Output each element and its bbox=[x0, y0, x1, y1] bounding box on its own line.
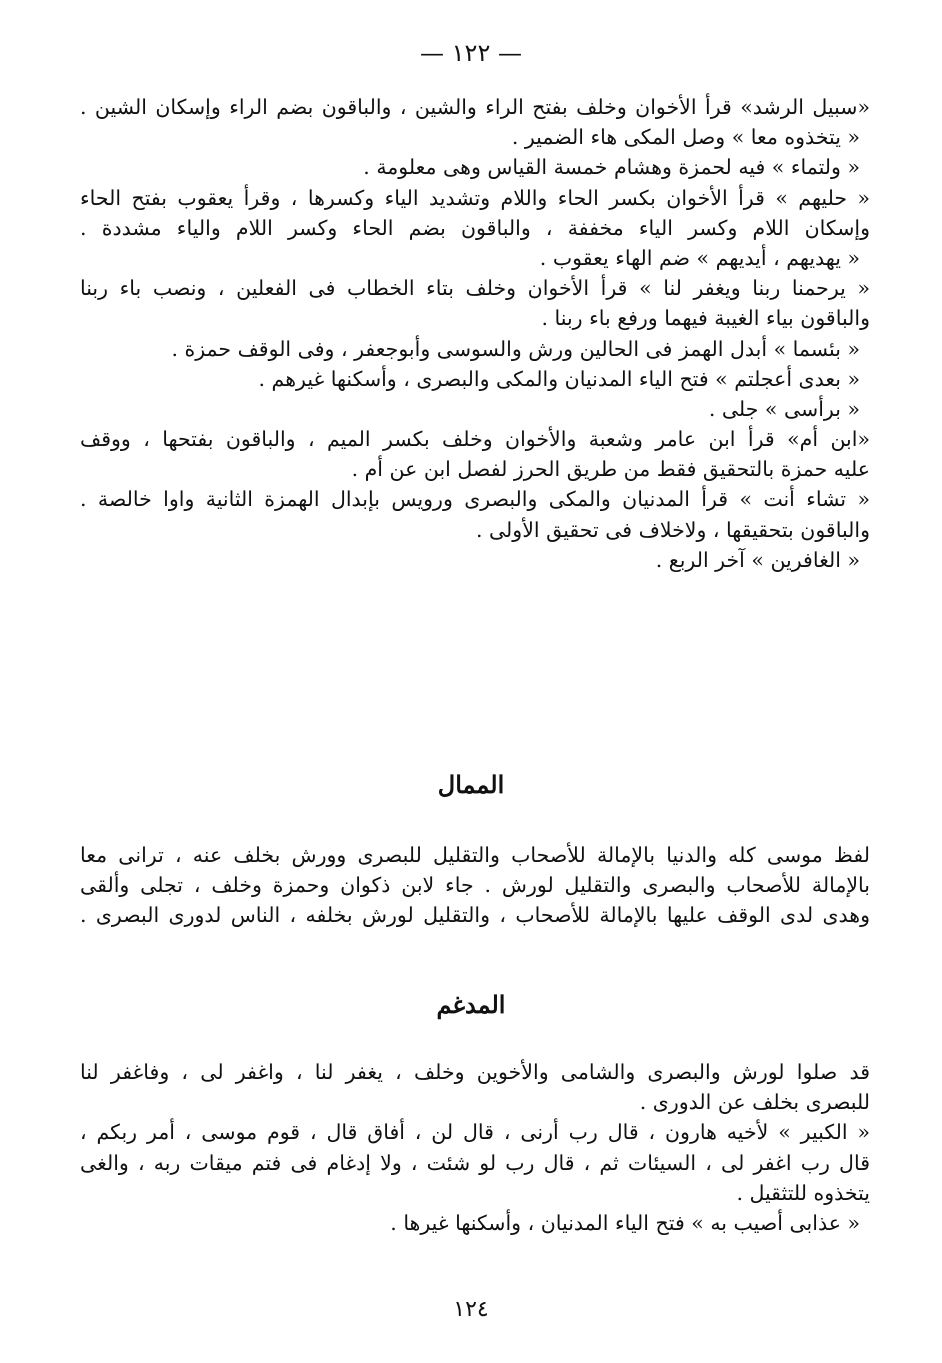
text-line: « بئسما » أبدل الهمز فى الحالين ورش والسوسى وأبوجعفر ، وفى الوقف حمزة . bbox=[171, 336, 860, 361]
text-line: « الغافرين » آخر الربع . bbox=[655, 547, 860, 572]
text-line: والباقون بياء الغيبة فيهما ورفع باء ربنا . bbox=[541, 306, 870, 331]
text-line: وإسكان اللام وكسر الياء مخففة ، والباقون بضم الحاء وكسر اللام والياء مشددة . bbox=[80, 215, 870, 240]
text-line: يتخذوه للتثقيل . bbox=[736, 1180, 870, 1205]
text-line: « الكبير » لأخيه هارون ، قال رب أرنى ، قال لن ، أفاق قال ، قوم موسى ، أمر ربكم ، bbox=[80, 1120, 870, 1145]
text-line: « يهديهم ، أيديهم » ضم الهاء يعقوب . bbox=[539, 245, 860, 270]
text-line: « عذابى أصيب به » فتح الياء المدنيان ، وأسكنها غيرها . bbox=[390, 1210, 860, 1235]
section-mudgham-text bbox=[80, 1057, 870, 1238]
section-mumal-text bbox=[80, 840, 870, 931]
text-line: قال رب اغفر لى ، السيئات ثم ، قال رب لو شئت ، ولا إدغام فى فتم ميقات ربه ، والغى bbox=[80, 1150, 870, 1175]
section-heading-mudgham: المدغم bbox=[436, 990, 506, 1019]
text-line: « يتخذوه معا » وصل المكى هاء الضمير . bbox=[511, 125, 860, 150]
page-header-number: — ١٢٢ — bbox=[420, 39, 522, 67]
text-line: « ولتماء » فيه لحمزة وهشام خمسة القياس وهى معلومة . bbox=[363, 155, 860, 180]
text-line: بالإمالة للأصحاب والبصرى والتقليل لورش . جاء لابن ذكوان وحمزة وخلف ، تجلى وألقى bbox=[80, 873, 870, 898]
text-line: « حليهم » قرأ الأخوان بكسر الحاء واللام وتشديد الياء وكسرها ، وقرأ يعقوب بفتح الحاء bbox=[80, 185, 870, 210]
text-line: «سبيل الرشد» قرأ الأخوان وخلف بفتح الراء والشين ، والباقون بضم الراء وإسكان الشين . bbox=[80, 95, 870, 119]
text-line: عليه حمزة بالتحقيق فقط من طريق الحرز لفصل ابن عن أم . bbox=[351, 457, 870, 482]
section-heading-mumal: الممال bbox=[437, 770, 505, 799]
text-line: للبصرى بخلف عن الدورى . bbox=[639, 1090, 870, 1115]
text-line: وهدى لدى الوقف عليها بالإمالة للأصحاب ، والتقليل لورش بخلفه ، الناس لدورى البصرى . bbox=[80, 903, 870, 928]
text-line: لفظ موسى كله والدنيا بالإمالة للأصحاب والتقليل للبصرى وورش بخلف عنه ، ترانى معا bbox=[80, 843, 870, 867]
text-line: «ابن أم» قرأ ابن عامر وشعبة والأخوان وخلف بكسر الميم ، والباقون بفتحها ، ووقف bbox=[80, 427, 870, 452]
text-line: والباقون بتحقيقها ، ولاخلاف فى تحقيق الأولى . bbox=[475, 517, 870, 542]
text-line: « يرحمنا ربنا ويغفر لنا » قرأ الأخوان وخلف بتاء الخطاب فى الفعلين ، ونصب باء ربنا bbox=[80, 276, 870, 301]
section-main-text bbox=[80, 92, 870, 575]
page-footer-number: ١٢٤ bbox=[453, 1297, 489, 1322]
text-line: قد صلوا لورش والبصرى والشامى والأخوين وخلف ، يغفر لنا ، واغفر لى ، وفاغفر لنا bbox=[80, 1060, 870, 1084]
text-line: « برأسى » جلى . bbox=[708, 396, 860, 421]
text-line: « بعدى أعجلتم » فتح الياء المدنيان والمكى والبصرى ، وأسكنها غيرهم . bbox=[258, 366, 860, 391]
text-line: « تشاء أنت » قرأ المدنيان والمكى والبصرى ورويس بإبدال الهمزة الثانية واوا خالصة . bbox=[80, 487, 870, 512]
